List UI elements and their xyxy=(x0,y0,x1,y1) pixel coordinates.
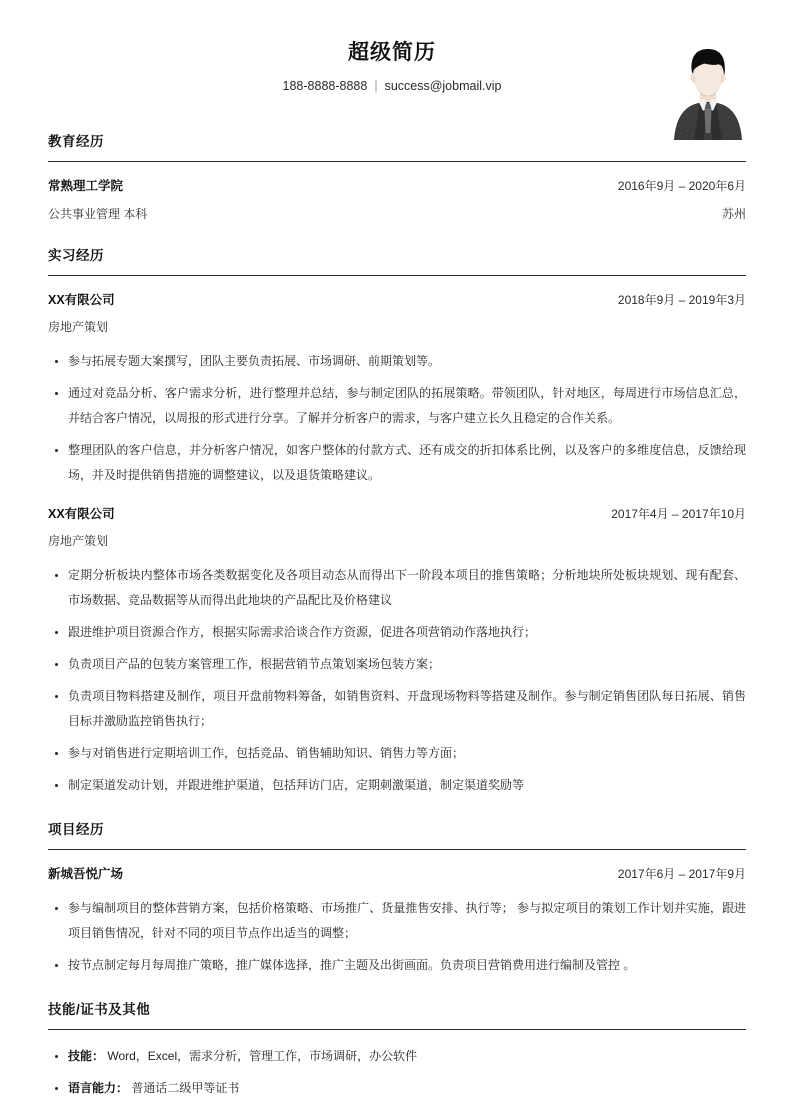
skill-value: Word，Excel，需求分析，管理工作，市场调研，办公软件 xyxy=(104,1049,418,1063)
section-project xyxy=(48,820,746,978)
list-item: 制定渠道发动计划，并跟进维护渠道，包括拜访门店，定期刺激渠道，制定渠道奖励等 xyxy=(48,773,746,798)
major-degree: 公共事业管理 本科 xyxy=(48,207,148,221)
entry-header-row xyxy=(48,864,746,884)
section-skills xyxy=(48,1000,746,1101)
header-center-block xyxy=(48,38,746,95)
education-date: 2016年9月 – 2020年6月 xyxy=(617,179,746,193)
section-title-project: 项目经历 xyxy=(48,822,104,837)
list-item: 参与编制项目的整体营销方案，包括价格策略、市场推广、货量推售安排、执行等； 参与拟定项目的策划工作计划并实施，跟进项目销售情况，针对不同的项目节点作出适当的调整； xyxy=(48,896,746,946)
skill-label: 技能： xyxy=(68,1049,105,1063)
internship-bullet-list xyxy=(48,563,746,798)
list-item: 通过对竞品分析、客户需求分析，进行整理并总结，参与制定团队的拓展策略。带领团队，针对地区，每周进行市场信息汇总，并结合客户情况，以周报的形式进行分享。了解并分析客户的需求，与客户建立长久且稳定的合作关系。 xyxy=(48,381,746,431)
section-title-education: 教育经历 xyxy=(48,134,104,149)
email-text: success@jobmail.vip xyxy=(384,79,502,93)
skill-value: 普通话二级甲等证书 xyxy=(128,1081,240,1095)
section-divider xyxy=(48,161,746,162)
section-internship xyxy=(48,246,746,798)
education-location: 苏州 xyxy=(721,207,746,221)
entry-sub-row xyxy=(48,532,746,551)
list-item: 负责项目产品的包装方案管理工作，根据营销节点策划案场包装方案； xyxy=(48,652,746,677)
section-divider xyxy=(48,849,746,850)
job-role: 房地产策划 xyxy=(48,320,109,334)
list-item xyxy=(48,1044,746,1069)
section-title-internship: 实习经历 xyxy=(48,248,104,263)
avatar-illustration-icon xyxy=(670,45,746,140)
list-item xyxy=(48,1076,746,1101)
project-entry xyxy=(48,864,746,978)
list-item: 负责项目物料搭建及制作，项目开盘前物料筹备，如销售资料、开盘现场物料等搭建及制作。参与制定销售团队每日拓展、销售目标并激励监控销售执行； xyxy=(48,684,746,734)
internship-bullet-list xyxy=(48,349,746,488)
project-bullet-list xyxy=(48,896,746,978)
resume-header xyxy=(48,0,746,110)
company-name: XX有限公司 xyxy=(48,507,115,521)
list-item: 参与对销售进行定期培训工作，包括竞品、销售辅助知识、销售力等方面； xyxy=(48,741,746,766)
skills-bullet-list xyxy=(48,1044,746,1101)
project-date: 2017年6月 – 2017年9月 xyxy=(617,867,746,881)
phone-text: 188-8888-8888 xyxy=(282,79,368,93)
internship-entry xyxy=(48,290,746,488)
list-item: 定期分析板块内整体市场各类数据变化及各项目动态从而得出下一阶段本项目的推售策略；分析地块所处板块规划、现有配套、市场数据、竞品数据等从而得出此地块的产品配比及价格建议 xyxy=(48,563,746,613)
avatar xyxy=(670,45,746,140)
list-item: 整理团队的客户信息，并分析客户情况，如客户整体的付款方式、还有成交的折扣体系比例，以及客户的多维度信息，反馈给现场，并及时提供销售措施的调整建议，以及退货策略建议。 xyxy=(48,438,746,488)
internship-date: 2018年9月 – 2019年3月 xyxy=(617,293,746,307)
education-entry xyxy=(48,176,746,224)
entry-header-row xyxy=(48,504,746,524)
page-title: 超级简历 xyxy=(348,41,436,64)
entry-sub-row xyxy=(48,205,746,224)
section-title-skills: 技能/证书及其他 xyxy=(48,1002,151,1017)
section-divider xyxy=(48,275,746,276)
skill-label: 语言能力： xyxy=(68,1081,129,1095)
contact-line xyxy=(48,77,736,95)
school-name: 常熟理工学院 xyxy=(48,179,124,193)
list-item: 按节点制定每月每周推广策略，推广媒体选择，推广主题及出街画面。负责项目营销费用进行编制及管控 。 xyxy=(48,953,746,978)
job-role: 房地产策划 xyxy=(48,534,109,548)
list-item: 跟进维护项目资源合作方，根据实际需求洽谈合作方资源，促进各项营销动作落地执行； xyxy=(48,620,746,645)
internship-date: 2017年4月 – 2017年10月 xyxy=(611,507,746,521)
entry-header-row xyxy=(48,176,746,196)
entry-sub-row xyxy=(48,318,746,337)
project-name: 新城吾悦广场 xyxy=(48,867,124,881)
contact-separator: | xyxy=(374,79,378,93)
list-item: 参与拓展专题大案撰写，团队主要负责拓展、市场调研、前期策划等。 xyxy=(48,349,746,374)
section-divider xyxy=(48,1029,746,1030)
entry-header-row xyxy=(48,290,746,310)
section-education xyxy=(48,132,746,224)
company-name: XX有限公司 xyxy=(48,293,115,307)
internship-entry xyxy=(48,504,746,798)
